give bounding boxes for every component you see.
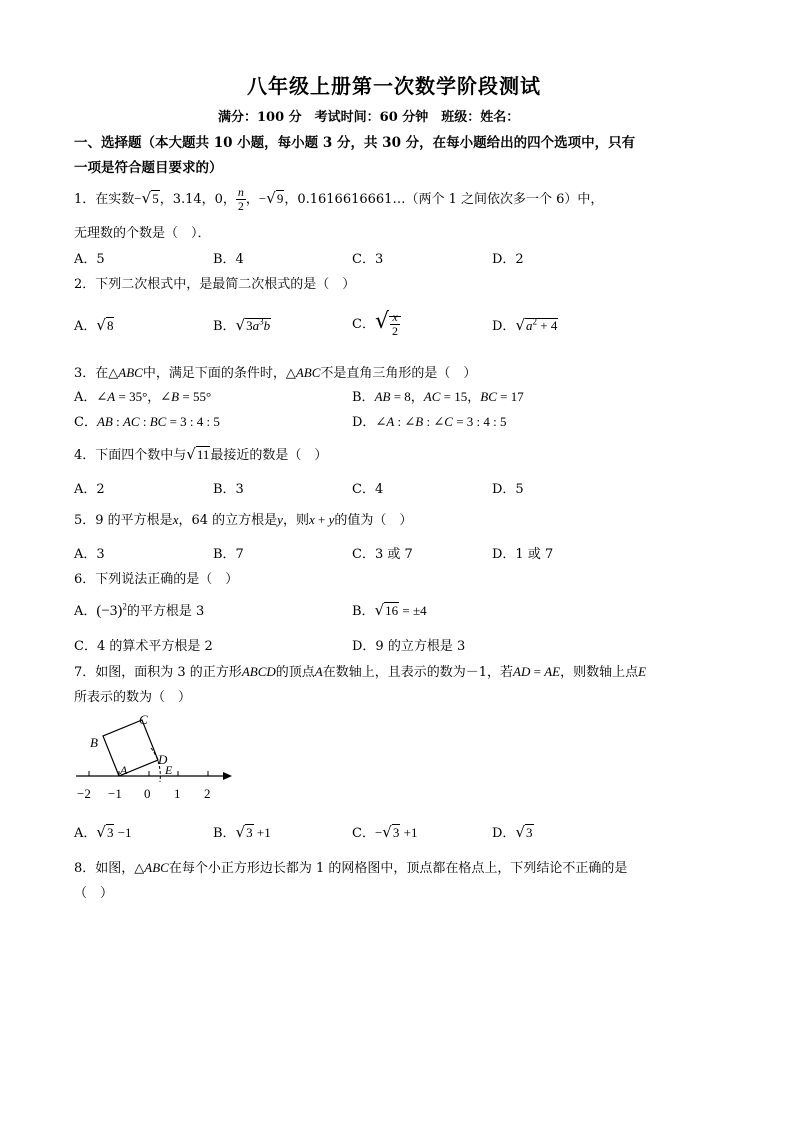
sqrt-9: √9 [266,189,284,207]
q7-number-line-figure [72,712,237,804]
section-heading-line2: 一项是符合题目要求的） [74,160,223,176]
fraction-n-over-2: $\frac{n}{2}$ [237,185,244,213]
q2-option-b[interactable]: B．$√3a^3b$ [213,316,271,334]
q6-option-a[interactable]: A．$(-3)^2$的平方根是 3 [74,601,205,619]
q5-option-a[interactable]: A．3 [74,547,105,562]
q4-option-d[interactable]: D．5 [492,482,524,497]
section-heading-line1: 一、选择题（本大题共 10 小题，每小题 3 分，共 30 分，在每小题给出的四个选项中，只有 [74,135,636,151]
q7-option-c[interactable]: C．−√3 +1 [352,823,418,841]
question-7-line2: 所表示的数为（ ） [74,690,192,705]
question-5-stem: 5．9 的平方根是x，64 的立方根是y，则x + y的值为（ ） [74,512,413,528]
q2-option-c[interactable]: C．√ $\frac{x}{2}$ [352,309,401,338]
q3-option-a[interactable]: A．∠A = 35°，∠B = 55° [74,389,212,405]
tick-label: −2 [77,786,91,801]
q5-option-d[interactable]: D．1 或 7 [492,547,554,562]
q6-option-b[interactable]: B．√16 = ±4 [352,601,427,619]
q7-option-d[interactable]: D．√3 [492,823,533,841]
q2-option-d[interactable]: D．$√a^2 + 4$ [492,316,558,334]
sqrt-5: √5 [141,189,159,207]
q7-option-b[interactable]: B．√3 +1 [213,823,271,841]
q4-option-b[interactable]: B．3 [213,482,244,497]
question-1-stem: 1．在实数−√5，3.14，0， $\frac{n}{2}$ ，−√9，0.1616616661…（两个 1 之间依次多一个 6）中， [74,185,604,213]
question-7-stem: 7．如图，面积为 3 的正方形ABCD的顶点A在数轴上，且表示的数为－1，若AD = AE，则数轴上点E [74,664,647,680]
exam-meta: 满分：100 分 考试时间：60 分钟 班级：姓名： [218,110,520,125]
tick-label: 0 [144,786,151,801]
q7-option-a[interactable]: A．√3 −1 [74,823,132,841]
question-8-stem: 8．如图，△ABC在每个小正方形边长都为 1 的网格图中，顶点都在格点上，下列结论不正确的是 [74,860,628,876]
q3-option-c[interactable]: C．AB : AC : BC = 3 : 4 : 5 [74,414,220,430]
q1-option-b[interactable]: B．4 [213,252,244,267]
q1-option-c[interactable]: C．3 [352,252,384,267]
point-label-b: B [90,735,98,750]
square-abcd [103,720,158,776]
tick-label: 1 [174,786,181,801]
axis-arrow-icon [223,772,232,780]
q2-option-a[interactable]: A．√8 [74,316,114,334]
point-label-a: A [120,763,128,777]
tick-label: −1 [108,786,122,801]
page-title: 八年级上册第一次数学阶段测试 [247,74,541,98]
q4-option-c[interactable]: C．4 [352,482,384,497]
q6-option-c[interactable]: C．4 的算术平方根是 2 [74,639,213,654]
point-label-d: D [158,752,168,767]
q5-option-c[interactable]: C．3 或 7 [352,547,413,562]
question-2-stem: 2．下列二次根式中，是最简二次根式的是（ ） [74,277,356,292]
question-3-stem: 3．在△ABC中，满足下面的条件时，△ABC不是直角三角形的是（ ） [74,365,477,381]
point-label-c: C [139,712,148,727]
q5-option-b[interactable]: B．7 [213,547,244,562]
q4-option-a[interactable]: A．2 [74,482,105,497]
q3-option-b[interactable]: B．AB = 8，AC = 15，BC = 17 [352,389,524,405]
question-1-line2: 无理数的个数是（ ）． [74,226,211,241]
tick-label: 2 [204,786,211,801]
q1-option-d[interactable]: D．2 [492,252,524,267]
question-4-stem: 4．下面四个数中与√11最接近的数是（ ） [74,445,328,463]
q3-option-d[interactable]: D．∠A : ∠B : ∠C = 3 : 4 : 5 [352,414,507,430]
question-8-line2: （ ） [74,886,114,901]
point-label-e: E [165,763,173,777]
q6-option-d[interactable]: D．9 的立方根是 3 [352,639,466,654]
question-6-stem: 6．下列说法正确的是（ ） [74,572,239,587]
q1-option-a[interactable]: A．5 [74,252,105,267]
